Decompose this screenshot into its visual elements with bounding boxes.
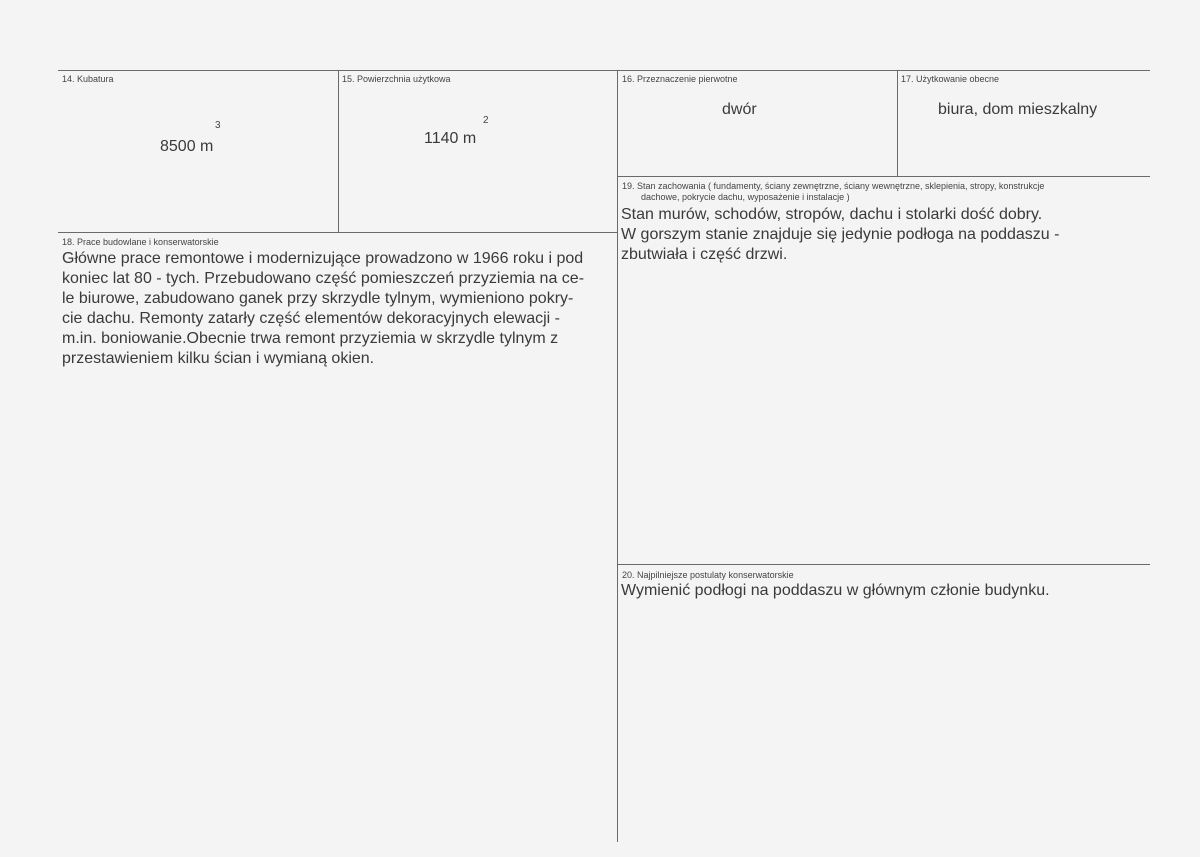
exp-kubatura: 3 — [215, 120, 221, 131]
prace-line: le biurowe, zabudowano ganek przy skrzydle tylnym, wymieniono pokry- — [62, 290, 574, 307]
value-przeznaczenie: dwór — [722, 101, 757, 118]
rule-above-18 — [58, 232, 617, 233]
stan-line: zbutwiała i część drzwi. — [621, 246, 788, 263]
label-postulaty: 20. Najpilniejsze postulaty konserwatorskie — [622, 570, 794, 580]
label-powierzchnia: 15. Powierzchnia użytkowa — [342, 74, 451, 84]
rule-above-20 — [617, 564, 1150, 565]
value-kubatura: 8500 m — [160, 138, 214, 155]
top-rule — [58, 70, 1150, 71]
label-przeznaczenie: 16. Przeznaczenie pierwotne — [622, 74, 738, 84]
label-uzytkowanie: 17. Użytkowanie obecne — [901, 74, 1000, 84]
prace-line: cie dachu. Remonty zatarły część elementów dekoracyjnych elewacji - — [62, 310, 560, 327]
divider-14-15 — [338, 70, 339, 232]
prace-line: koniec lat 80 - tych. Przebudowano część pomieszczeń przyziemia na ce- — [62, 270, 585, 287]
value-postulaty: Wymienić podłogi na poddaszu w głównym członie budynku. — [621, 582, 1050, 599]
value-powierzchnia: 1140 m — [424, 130, 477, 147]
divider-16-17 — [897, 70, 898, 176]
center-divider — [617, 70, 618, 842]
exp-powierzchnia: 2 — [483, 115, 489, 126]
value-uzytkowanie: biura, dom mieszkalny — [938, 101, 1098, 118]
stan-line: Stan murów, schodów, stropów, dachu i stolarki dość dobry. — [621, 206, 1043, 223]
prace-line: przestawieniem kilku ścian i wymianą okien. — [62, 350, 375, 367]
label-prace: 18. Prace budowlane i konserwatorskie — [62, 237, 219, 247]
value-stan — [621, 205, 1059, 265]
rule-under-16-17 — [617, 176, 1150, 177]
label-kubatura: 14. Kubatura — [62, 74, 114, 84]
prace-line: m.in. boniowanie.Obecnie trwa remont przyziemia w skrzydle tylnym z — [62, 330, 559, 347]
label-stan-line2: dachowe, pokrycie dachu, wyposażenie i instalacje ) — [641, 192, 850, 202]
value-prace — [62, 249, 584, 369]
label-stan-line1: 19. Stan zachowania ( fundamenty, ściany zewnętrzne, ściany wewnętrzne, sklepienia, stropy, konstrukcje — [622, 181, 1045, 191]
stan-line: W gorszym stanie znajduje się jedynie podłoga na poddaszu - — [621, 226, 1060, 243]
prace-line: Główne prace remontowe i modernizujące prowadzono w 1966 roku i pod — [62, 250, 584, 267]
